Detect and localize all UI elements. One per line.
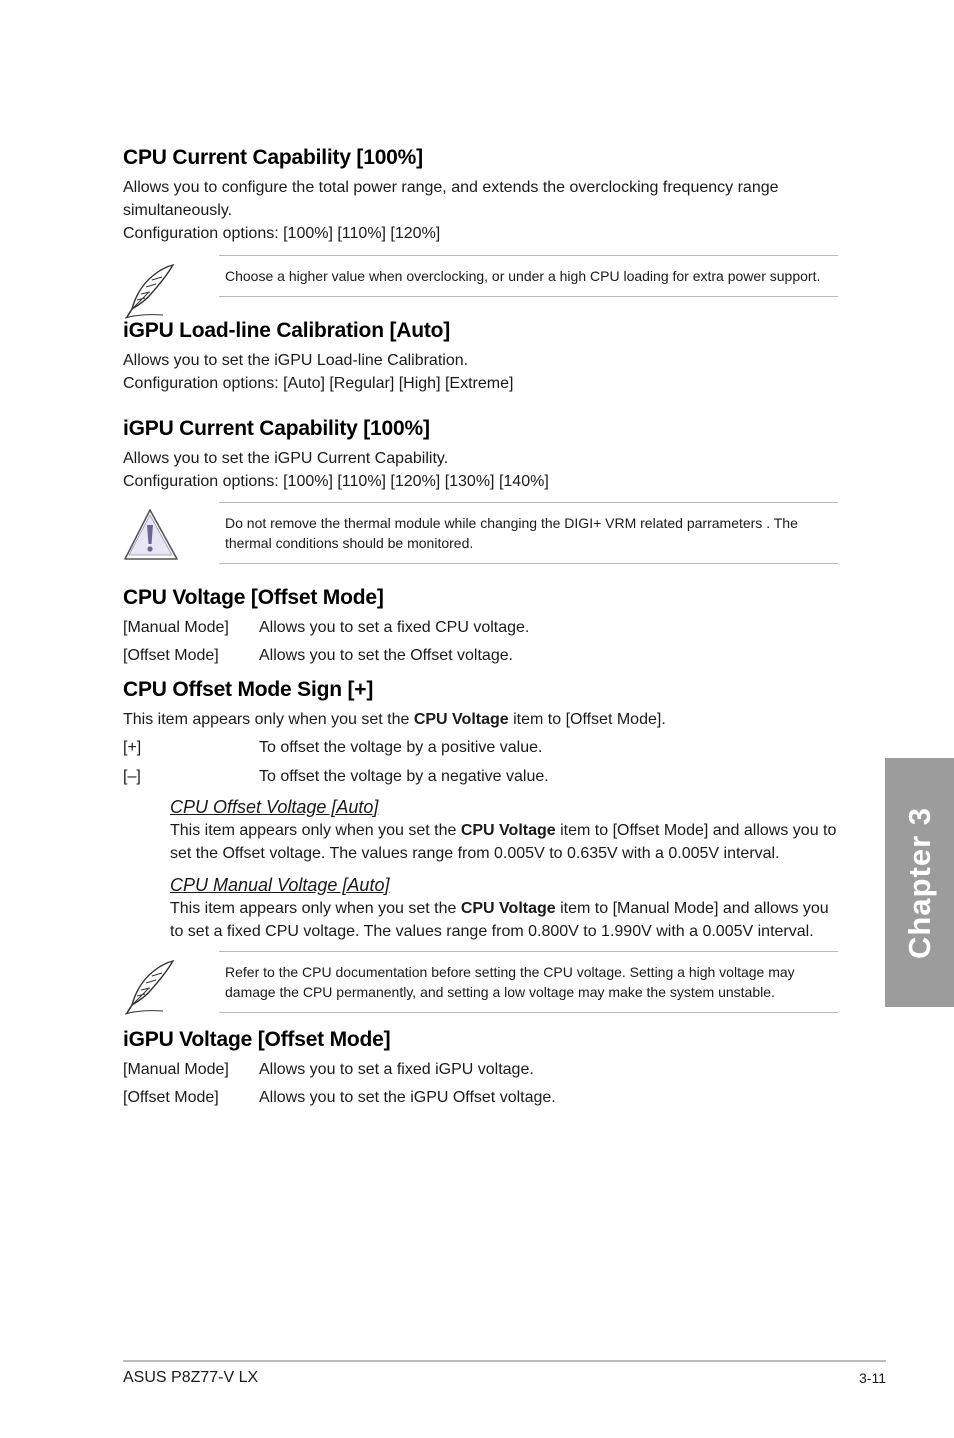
option-key: [+] [123, 738, 142, 756]
section-title: iGPU Current Capability [100%] [123, 416, 430, 440]
section-igpu-current-capability [123, 415, 838, 493]
option-row [123, 616, 838, 639]
option-row [123, 765, 838, 788]
section-description: Allows you to set the iGPU Current Capability. [123, 449, 449, 467]
section-title: CPU Voltage [Offset Mode] [123, 585, 384, 609]
option-value: Allows you to set the Offset voltage. [259, 646, 514, 664]
subsection-cpu-offset-voltage [170, 796, 838, 865]
option-key: [Offset Mode] [123, 1088, 219, 1106]
desc-bold: CPU Voltage [413, 710, 509, 728]
note-text: Choose a higher value when overclocking, or under a high CPU loading for extra power support. [225, 268, 821, 284]
note-box [219, 255, 838, 297]
option-row [123, 1058, 838, 1081]
section-description: Allows you to set the iGPU Load-line Calibration. [123, 351, 469, 369]
footer-page-number: 3-11 [859, 1370, 886, 1386]
warning-triangle-icon [123, 507, 181, 565]
option-key: [Manual Mode] [123, 618, 229, 636]
option-row [123, 736, 838, 759]
desc-text: This item appears only when you set the [170, 821, 461, 839]
section-description: Allows you to configure the total power range, and extends the overclocking frequency range simultaneously. [123, 179, 779, 219]
section-title: iGPU Load-line Calibration [Auto] [123, 318, 451, 342]
option-value: Allows you to set a fixed CPU voltage. [259, 618, 530, 636]
warning-box [219, 502, 838, 564]
note-box [219, 951, 838, 1013]
desc-text: This item appears only when you set the [123, 710, 414, 728]
pen-note-icon [123, 262, 181, 320]
desc-text: item to [Offset Mode] and allows you to set the Offset voltage. The values range from 0.005V to 0.635V with a 0.005V interval. [170, 821, 837, 862]
option-key: [Offset Mode] [123, 646, 219, 664]
option-value: Allows you to set a fixed iGPU voltage. [259, 1060, 534, 1078]
footer-product-name: ASUS P8Z77-V LX [123, 1369, 259, 1386]
chapter-tab-label: Chapter 3 [901, 806, 937, 959]
option-value: Allows you to set the iGPU Offset voltage. [259, 1088, 556, 1106]
desc-bold: CPU Voltage [460, 821, 556, 839]
section-cpu-voltage [123, 584, 838, 667]
option-row [123, 644, 838, 667]
section-cpu-offset-mode-sign [123, 676, 838, 788]
section-config-options: Configuration options: [100%] [110%] [120%] [123, 225, 441, 242]
option-key: [–] [123, 767, 141, 785]
subsection-title: CPU Manual Voltage [Auto] [170, 874, 390, 895]
section-config-options: Configuration options: [100%] [110%] [120%] [130%] [140%] [123, 472, 549, 490]
section-title: CPU Offset Mode Sign [+] [123, 677, 374, 701]
subsection-cpu-manual-voltage [170, 874, 838, 943]
subsection-title: CPU Offset Voltage [Auto] [170, 796, 379, 817]
desc-text: item to [Offset Mode]. [508, 710, 666, 728]
desc-text: item to [Manual Mode] and allows you to set a fixed CPU voltage. The values range from 0.800V to 1.990V with a 0.005V interval. [170, 899, 829, 940]
section-title: iGPU Voltage [Offset Mode] [123, 1027, 391, 1051]
option-value: To offset the voltage by a negative value. [259, 767, 549, 785]
pen-note-icon [123, 958, 181, 1016]
section-description [123, 708, 838, 731]
desc-bold: CPU Voltage [460, 899, 556, 917]
section-igpu-voltage [123, 1026, 838, 1109]
subsection-description [170, 819, 838, 865]
option-value: To offset the voltage by a positive value. [259, 738, 543, 756]
warning-text: Do not remove the thermal module while changing the DIGI+ VRM related parrameters . The thermal conditions should be monitored. [225, 514, 798, 551]
section-title: CPU Current Capability [100%] [123, 146, 423, 169]
page-content [123, 144, 838, 1109]
option-row [123, 1086, 838, 1109]
subsection-description [170, 897, 838, 943]
option-key: [Manual Mode] [123, 1060, 229, 1078]
desc-text: This item appears only when you set the [170, 899, 461, 917]
footer-divider [123, 1360, 886, 1362]
chapter-tab [885, 758, 954, 1007]
section-cpu-current-capability [123, 144, 838, 245]
section-config-options: Configuration options: [Auto] [Regular] [High] [Extreme] [123, 374, 514, 392]
section-igpu-load-line-calibration [123, 317, 838, 395]
note-text: Refer to the CPU documentation before setting the CPU voltage. Setting a high voltage may damage the CPU permanently, and setting a low voltage may make the system unstable. [225, 963, 795, 1000]
